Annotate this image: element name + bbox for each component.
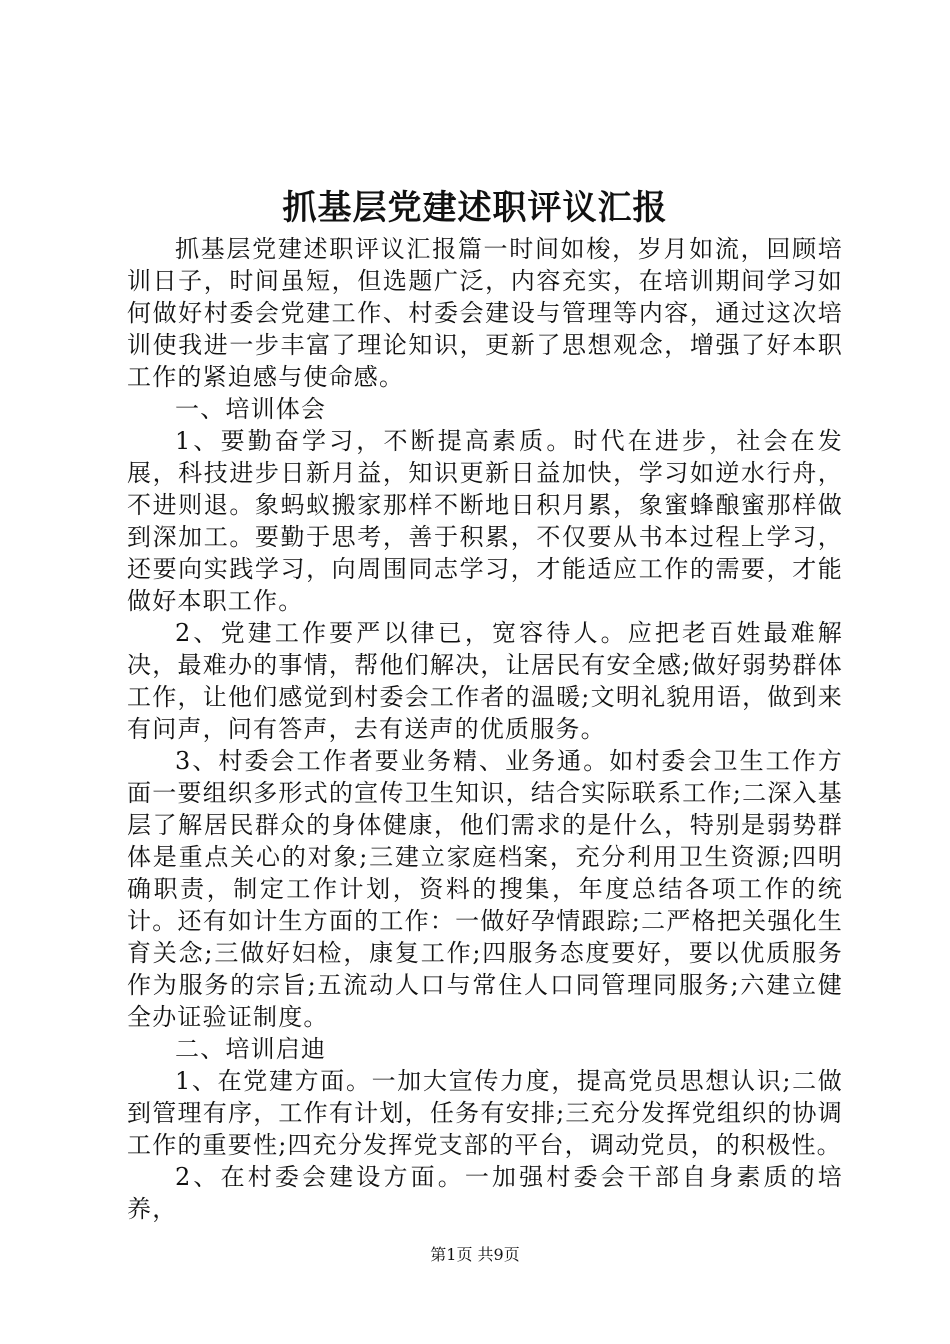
- section-heading-2: 二、培训启迪: [175, 1035, 327, 1063]
- paragraph-2-2: 2、在村委会建设方面。一加强村委会干部自身素质的培养，: [127, 1163, 843, 1223]
- document-body: [127, 233, 843, 1225]
- document-title: 抓基层党建述职评议汇报: [282, 188, 668, 228]
- paragraph-intro: 抓基层党建述职评议汇报篇一时间如梭，岁月如流，回顾培训日子，时间虽短，但选题广泛，内容充实，在培训期间学习如何做好村委会党建工作、村委会建设与管理等内容，通过这次培训使我进一步丰富了理论知识，更新了思想观念，增强了好本职工作的紧迫感与使命感。: [127, 235, 843, 391]
- section-heading-1: 一、培训体会: [175, 395, 327, 423]
- page-indicator: 第1页 共9页: [430, 1245, 520, 1264]
- paragraph-1-2: 2、党建工作要严以律已，宽容待人。应把老百姓最难解决，最难办的事情，帮他们解决，让居民有安全感;做好弱势群体工作，让他们感觉到村委会工作者的温暖;文明礼貌用语，做到来有问声，问有答声，去有送声的优质服务。: [127, 619, 843, 743]
- paragraph-1-1: 1、要勤奋学习，不断提高素质。时代在进步，社会在发展，科技进步日新月益，知识更新日益加快，学习如逆水行舟，不进则退。象蚂蚁搬家那样不断地日积月累，象蜜蜂酿蜜那样做到深加工。要勤于思考，善于积累，不仅要从书本过程上学习，还要向实践学习，向周围同志学习，才能适应工作的需要，才能做好本职工作。: [127, 427, 843, 615]
- paragraph-2-1: 1、在党建方面。一加大宣传力度，提高党员思想认识;二做到管理有序，工作有计划，任务有安排;三充分发挥党组织的协调工作的重要性;四充分发挥党支部的平台，调动党员，的积极性。: [127, 1067, 843, 1159]
- paragraph-1-3: 3、村委会工作者要业务精、业务通。如村委会卫生工作方面一要组织多形式的宣传卫生知识，结合实际联系工作;二深入基层了解居民群众的身体健康，他们需求的是什么，特别是弱势群体是重点关心的对象;三建立家庭档案，充分利用卫生资源;四明确职责，制定工作计划，资料的搜集，年度总结各项工作的统计。还有如计生方面的工作：一做好孕情跟踪;二严格把关强化生育关念;三做好妇检，康复工作;四服务态度要好，要以优质服务作为服务的宗旨;五流动人口与常住人口同管理同服务;六建立健全办证验证制度。: [127, 747, 843, 1031]
